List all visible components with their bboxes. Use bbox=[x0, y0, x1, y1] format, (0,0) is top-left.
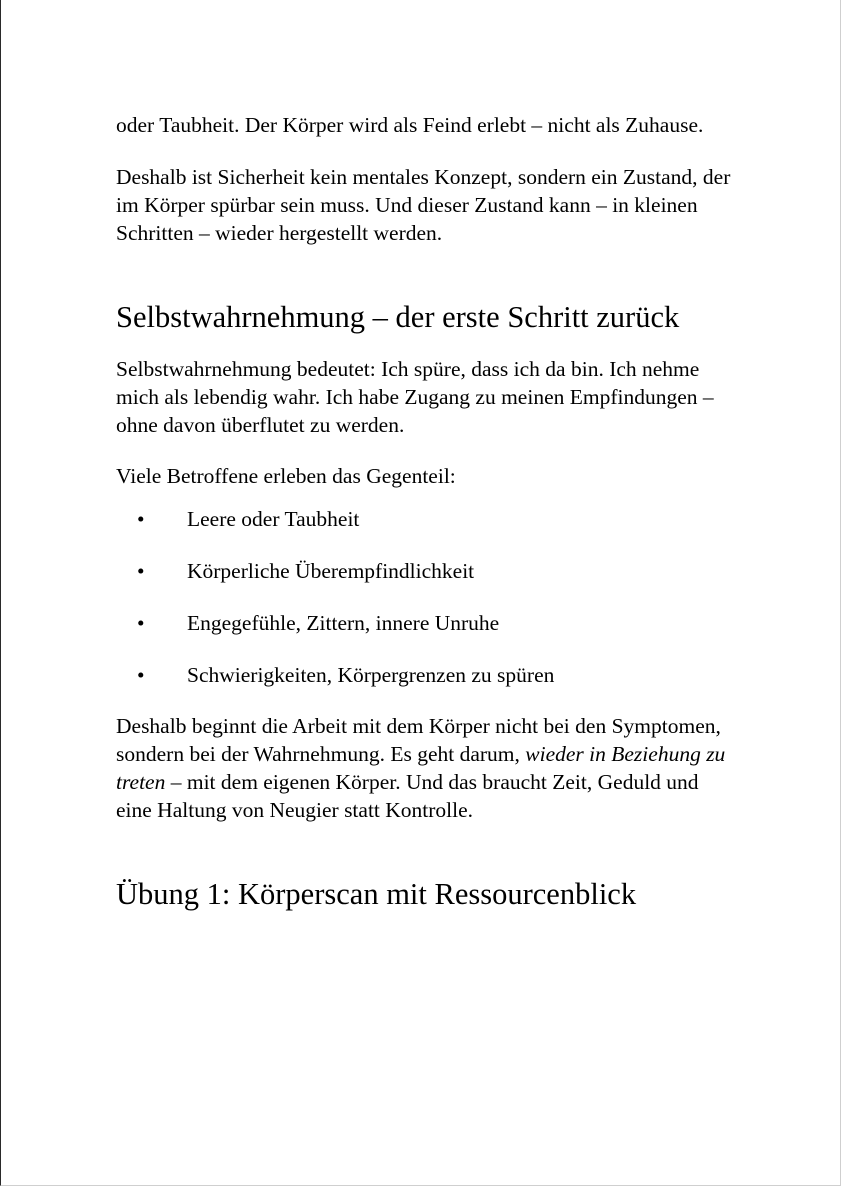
paragraph-body bbox=[116, 712, 736, 824]
exercise-heading: Übung 1: Körperscan mit Ressourcenblick bbox=[116, 877, 637, 911]
list-item-text: Engegefühle, Zittern, innere Unruhe bbox=[187, 611, 500, 635]
paragraph-body: oder Taubheit. Der Körper wird als Feind erlebt – nicht als Zuhause. bbox=[116, 113, 704, 137]
bullet-icon: • bbox=[137, 663, 145, 687]
list-item bbox=[116, 661, 736, 689]
paragraph-body: Deshalb ist Sicherheit kein mentales Konzept, sondern ein Zustand, der im Körper spürbar sein muss. Und dieser Zustand kann – in kleinen Schritten – wieder hergestellt werden. bbox=[116, 165, 731, 245]
page-content bbox=[116, 111, 736, 912]
list-item-text: Schwierigkeiten, Körpergrenzen zu spüren bbox=[187, 663, 555, 687]
paragraph-text: Deshalb beginnt die Arbeit mit dem Körper nicht bei den Symptomen, sondern bei der Wahrnehmung. Es geht darum, bbox=[116, 714, 721, 766]
list-item bbox=[116, 505, 736, 533]
paragraph-text: – mit dem eigenen Körper. Und das braucht Zeit, Geduld und eine Haltung von Neugier statt Kontrolle. bbox=[116, 770, 699, 822]
bullet-icon: • bbox=[137, 507, 145, 531]
list-item-text: Körperliche Überempfindlichkeit bbox=[187, 559, 475, 583]
bullet-icon: • bbox=[137, 559, 145, 583]
paragraph-body: Selbstwahrnehmung bedeutet: Ich spüre, dass ich da bin. Ich nehme mich als lebendig wahr. Ich habe Zugang zu meinen Empfindungen – ohne davon überflutet zu werden. bbox=[116, 357, 714, 437]
paragraph-intro-list: Viele Betroffene erleben das Gegenteil: bbox=[116, 464, 456, 488]
bullet-icon: • bbox=[137, 611, 145, 635]
list-item-text: Leere oder Taubheit bbox=[187, 507, 360, 531]
list-item bbox=[116, 609, 736, 637]
bullet-list bbox=[116, 505, 736, 689]
list-item bbox=[116, 557, 736, 585]
emphasized-text: wieder in Beziehung zu treten bbox=[116, 742, 726, 794]
section-heading: Selbstwahrnehmung – der erste Schritt zurück bbox=[116, 300, 680, 334]
